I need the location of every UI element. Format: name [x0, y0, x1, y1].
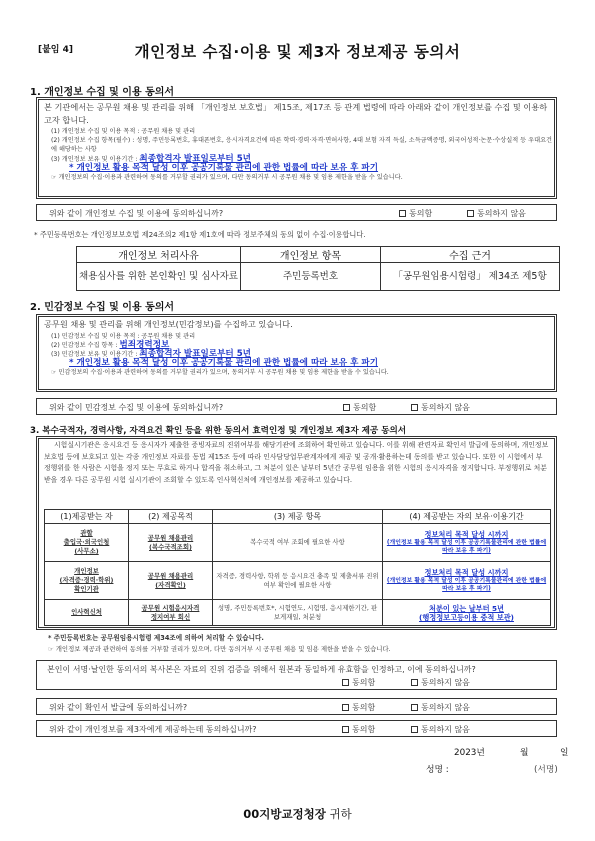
section1-heading: 1. 개인정보 수집 및 이용 동의서 — [30, 87, 175, 98]
attachment-tag: [붙임 4] — [38, 45, 74, 55]
row3-items: 성명, 주민등록번호*, 시험연도, 시험명, 응시제한기간, 판보게재일, 처분청 — [213, 600, 383, 626]
row2-period: 정보처리 목적 달성 시까지 (개인정보 활용 목적 달성 이후 공공기록물관리에 관한 법률에 따라 보유 후 파기) — [383, 562, 551, 600]
checkbox[interactable] — [343, 404, 350, 411]
section1-item3-retention: * 개인정보 활용 목적 달성 이후 공공기록물 관리에 관한 법률에 따라 보유 후 파기 — [69, 162, 379, 173]
col-recipient: (1)제공받는 자 — [45, 510, 129, 524]
checkbox[interactable] — [467, 210, 474, 217]
checkbox[interactable] — [399, 210, 406, 217]
document-title: 개인정보 수집·이용 및 제3자 정보제공 동의서 — [134, 43, 461, 61]
checkbox[interactable] — [342, 704, 349, 711]
date-day: 일 — [560, 748, 569, 758]
checkbox[interactable] — [342, 726, 349, 733]
signature-field[interactable]: (서명) — [534, 765, 558, 775]
section3-intro: 시험실시기관은 응시요건 등 응시자가 제출한 증빙자료의 진위여부를 해당기관에 조회하여 확인하고 있습니다. 이를 위해 관련자료 확인서 발급에 동의하며, 개인정보보호법 등에 보호되고 있는 각종 개인정보 자료를 동법 제15조 등에 따라 인사담당업무관계자에게 제공 및 공개·활용하는데 동의를 받고 있습니다. 또한 이 시험에서 부정행위를 한 사람은 시험을 정지 또는 무효로 하거나 합격을 취소하고, 그 처분이 있은 날부터 5년간 공무원 임용을 위한 시험의 응시자격을 정지합니다. 부정행위로 처분 받을 경우 다른 공무원 시험 실시기관이 조회할 수 있도록 인사혁신처에 개인정보를 제공하고 있습니다. — [44, 441, 549, 484]
section1-agree-option[interactable]: 동의함 — [399, 208, 432, 219]
rrn-cell-item: 주민등록번호 — [241, 263, 381, 291]
section2-heading: 2. 민감정보 수집 및 이용 동의서 — [30, 302, 175, 313]
section3-heading: 3. 복수국적자, 경력사항, 자격요건 확인 등을 위한 동의서 효력인정 및 개인정보 제3자 제공 동의서 — [30, 426, 407, 436]
checkbox[interactable] — [411, 679, 418, 686]
rrn-cell-reason: 채용심사를 위한 본인확인 및 심사자료 — [77, 263, 241, 291]
section2-item3: (3) 민감정보 보유 및 이용기간 : 최종합격자 발표일로부터 5년 — [51, 348, 251, 359]
section2-agree-option[interactable]: 동의함 — [343, 402, 376, 413]
checkbox[interactable] — [411, 726, 418, 733]
col-purpose: (2) 제공목적 — [129, 510, 213, 524]
row3-period: 처분이 있는 날부터 5년 (행정정보고등이용 중적 보관) — [383, 600, 551, 626]
row1-period: 정보처리 목적 달성 시까지 (개인정보 활용 목적 달성 이후 공공기록물관리에 관한 법률에 따라 보유 후 파기) — [383, 524, 551, 562]
section2-refuse-note: ☞ 민감정보의 수집·이용과 관련하여 동의를 거부할 권리가 있으며, 동의거부 시 공무원 채용 및 임용 제한을 받을 수 있습니다. — [51, 369, 389, 377]
copy-disagree-option[interactable]: 동의하지 않음 — [411, 677, 470, 688]
col-items: (3) 제공 항목 — [213, 510, 383, 524]
col-period: (4) 제공받는 자의 보유·이용기간 — [383, 510, 551, 524]
date-month: 월 — [520, 748, 529, 758]
section1-refuse-note: ☞ 개인정보의 수집·이용과 관련하여 동의를 거부할 권리가 있으며, 다만 동의거부 시 공무원 채용 및 임용 제한을 받을 수 있습니다. — [51, 174, 403, 182]
section2-item2: (2) 민감정보 수집 항목 : 범죄경력정보 — [51, 339, 170, 350]
rrn-table — [76, 246, 560, 291]
row2-recipient: 개인정보 (자격증·경력·학위) 확인기관 — [45, 562, 129, 600]
certificate-agree-option[interactable]: 동의함 — [342, 702, 375, 713]
section2-intro: 공무원 채용 및 관리를 위해 개인정보(민감정보)를 수집하고 있습니다. — [44, 319, 293, 329]
section1-disagree-option[interactable]: 동의하지 않음 — [467, 208, 526, 219]
rrn-header-basis: 수집 근거 — [381, 247, 560, 263]
section3-rrn-note: * 주민등록번호는 공무원임용시험령 제34조에 의하여 처리할 수 있습니다. — [48, 634, 264, 642]
rrn-header-reason: 개인정보 처리사유 — [77, 247, 241, 263]
addressee: 00지방교정청장 귀하 — [243, 807, 352, 821]
third-party-table — [44, 509, 551, 626]
third-party-consent-row: 위와 같이 개인정보를 제3자에게 제공하는데 동의하십니까? 동의함 동의하지 않음 — [36, 720, 557, 737]
section3-refuse-note: ☞ 개인정보 제공과 관련하여 동의를 거부할 권리가 있으며, 다만 동의거부 시 공무원 채용 및 임용 제한을 받을 수 있습니다. — [48, 645, 391, 653]
section2-item3-retention: * 개인정보 활용 목적 달성 이후 공공기록물 관리에 관한 법률에 따라 보유 후 파기 — [69, 358, 379, 369]
checkbox[interactable] — [411, 404, 418, 411]
section1-box — [36, 97, 557, 199]
row2-items: 자격증, 경력사항, 학위 등 응시요건 충족 및 제출서류 진위여부 확인에 필요한 사항 — [213, 562, 383, 600]
section2-consent-row: 위와 같이 민감정보 수집 및 이용에 동의하십니까? 동의함 동의하지 않음 — [36, 398, 557, 415]
rrn-note: * 주민등록번호는 개인정보보호법 제24조의2 제1항 제1호에 따라 정보주체의 동의 없이 수집·이용합니다. — [34, 230, 366, 239]
certificate-disagree-option[interactable]: 동의하지 않음 — [411, 702, 470, 713]
row3-purpose: 공무원 시험응시자격 정지여부 회신 — [129, 600, 213, 626]
third-party-agree-option[interactable]: 동의함 — [342, 724, 375, 735]
rrn-cell-basis: 「공무원임용시험령」 제34조 제5항 — [381, 263, 560, 291]
table-row — [45, 524, 551, 562]
section1-consent-row: 위와 같이 개인정보 수집 및 이용에 동의하십니까? 동의함 동의하지 않음 — [36, 204, 557, 221]
row2-purpose: 공무원 채용관리 (자격확인) — [129, 562, 213, 600]
table-row — [45, 600, 551, 626]
signer-name-label: 성명 : — [426, 765, 449, 775]
rrn-header-item: 개인정보 항목 — [241, 247, 381, 263]
copy-agree-option[interactable]: 동의함 — [342, 677, 375, 688]
row1-recipient: 관할 출입국·외국인청 (사무소) — [45, 524, 129, 562]
copy-consent-row: 본인이 서명·날인한 동의서의 복사본은 자료의 진위 검증을 위해서 원본과 동일하게 유효함을 인정하고, 이에 동의하십니까? 동의함 동의하지 않음 — [36, 660, 557, 690]
date-year: 2023년 — [454, 748, 485, 758]
section1-item3: (3) 개인정보 보유 및 이용기간 : 최종합격자 발표일로부터 5년 — [51, 153, 251, 164]
row1-items: 복수국적 여부 조회에 필요한 사항 — [213, 524, 383, 562]
section1-item1: (1) 개인정보 수집 및 이용 목적 : 공무원 채용 및 관리 — [51, 128, 196, 135]
certificate-consent-row: 위와 같이 확인서 발급에 동의하십니까? 동의함 동의하지 않음 — [36, 698, 557, 715]
section2-disagree-option[interactable]: 동의하지 않음 — [411, 402, 470, 413]
checkbox[interactable] — [342, 679, 349, 686]
table-row — [45, 562, 551, 600]
third-party-disagree-option[interactable]: 동의하지 않음 — [411, 724, 470, 735]
section2-item1: (1) 민감정보 수집 및 이용 목적 : 공무원 채용 및 관리 — [51, 332, 196, 340]
row3-recipient: 인사혁신처 — [45, 600, 129, 626]
section1-item2: (2) 개인정보 수집 항목(필수) : 성명, 주민등록번호, 휴대폰번호, 응시자격요건에 따른 학력·경력·자격·면허사항, 4대 보험 자격 득실, 소득금액증명, 외국어성적·논문·수상실적 등 우대요건에 해당하는 사항 — [51, 137, 553, 154]
row1-purpose: 공무원 채용관리 (복수국적조회) — [129, 524, 213, 562]
section1-intro: 본 기관에서는 공무원 채용 및 관리를 위해 「개인정보 보호법」 제15조, 제17조 등 관계 법령에 따라 아래와 같이 개인정보를 수집 및 이용하고자 합니다. — [44, 102, 548, 125]
section2-box — [36, 314, 557, 392]
checkbox[interactable] — [411, 704, 418, 711]
